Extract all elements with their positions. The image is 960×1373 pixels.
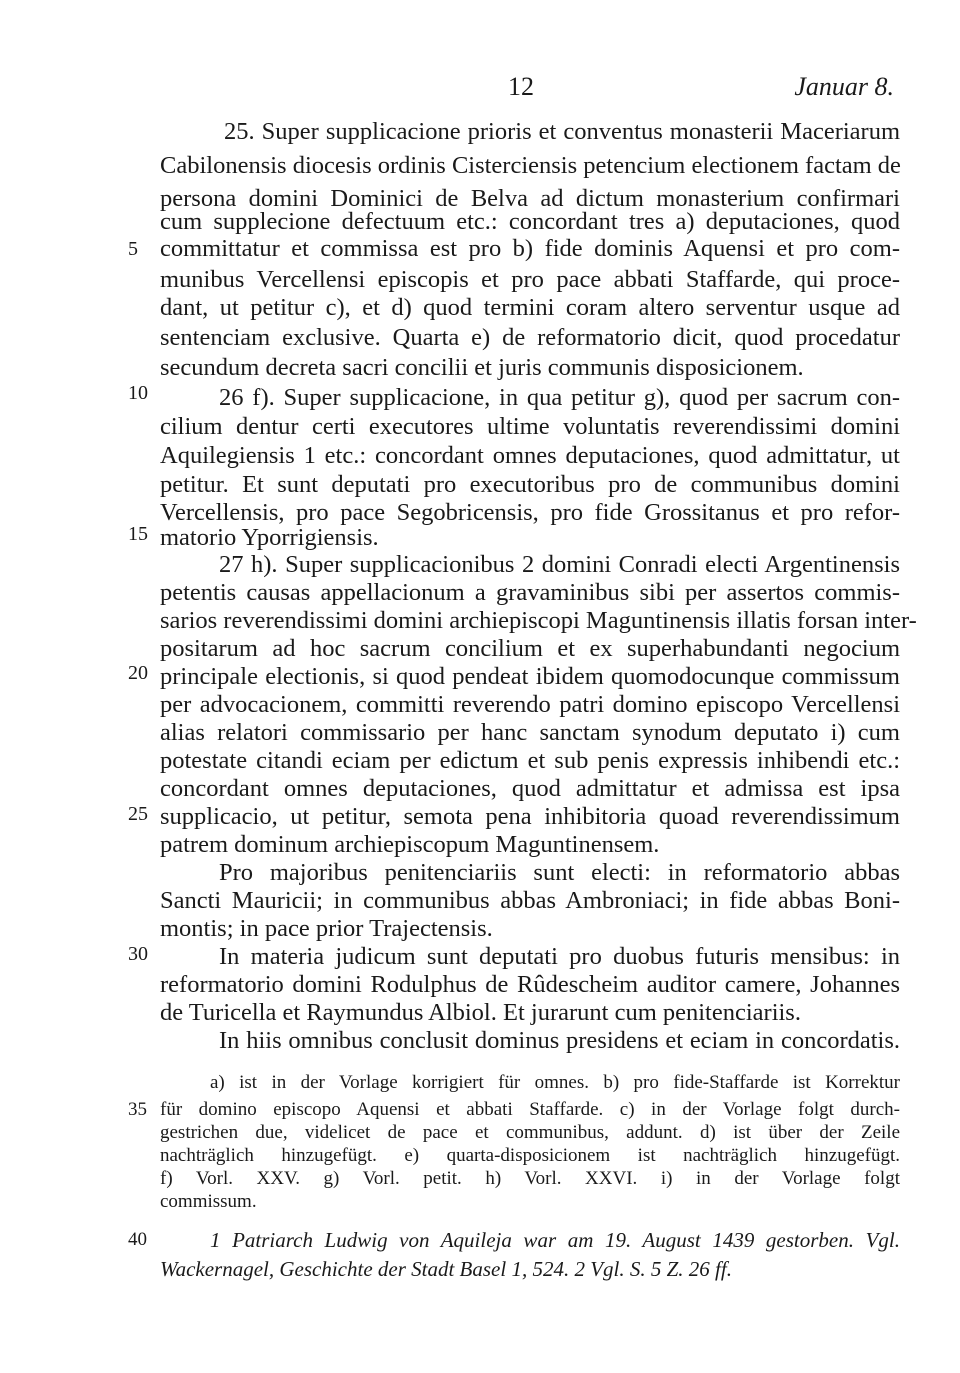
body-line: concordant omnes deputaciones, quod admittatur et admissa est ipsa <box>160 775 900 802</box>
footnote-line: nachträglich hinzugefügt. e) quarta-disposicionem ist nachträglich hinzugefügt. <box>160 1145 900 1166</box>
body-line: per advocacionem, committi reverendo patri domino episcopo Vercellensi <box>160 691 900 718</box>
margin-line-number: 30 <box>128 943 148 965</box>
body-line: Cabilonensis diocesis ordinis Cisterciensis petencium electionem factam de <box>160 152 901 179</box>
footnote-line: commissum. <box>160 1191 257 1212</box>
body-line: 26 f). Super supplicacione, in qua petitur g), quod per sacrum con- <box>219 384 900 411</box>
margin-line-number: 20 <box>128 662 148 684</box>
page-header <box>160 72 900 112</box>
body-line: Vercellensis, pro pace Segobricensis, pro fide Grossitanus et pro refor- <box>160 499 900 526</box>
footnote-line: 1 Patriarch Ludwig von Aquileja war am 19. August 1439 gestorben. Vgl. <box>210 1228 900 1252</box>
body-line: de Turicella et Raymundus Albiol. Et jurarunt cum penitenciariis. <box>160 999 801 1026</box>
body-line: munibus Vercellensi episcopis et pro pace abbati Staffarde, qui proce- <box>160 266 900 293</box>
body-line: positarum ad hoc sacrum concilium et ex superhabundanti negocium <box>160 635 900 662</box>
body-line: reformatorio domini Rodulphus de Rûdescheim auditor camere, Johannes <box>160 971 900 998</box>
body-line: matorio Yporrigiensis. <box>160 524 379 551</box>
body-line: secundum decreta sacri concilii et juris communis disposicionem. <box>160 354 804 381</box>
body-line: In hiis omnibus conclusit dominus presidens et eciam in concordatis. <box>219 1027 900 1054</box>
body-line: sarios reverendissimi domini archiepiscopi Maguntinensis illatis forsan inter- <box>160 607 917 634</box>
margin-line-number: 25 <box>128 803 148 825</box>
body-line: committatur et commissa est pro b) fide dominis Aquensi et pro com- <box>160 235 900 262</box>
body-line: Pro majoribus penitenciariis sunt electi: in reformatorio abbas <box>219 859 900 886</box>
margin-line-number: 15 <box>128 523 148 545</box>
margin-line-number: 10 <box>128 382 148 404</box>
footnote-line: f) Vorl. XXV. g) Vorl. petit. h) Vorl. XXVI. i) in der Vorlage folgt <box>160 1168 900 1189</box>
body-line: montis; in pace prior Trajectensis. <box>160 915 493 942</box>
body-line: dant, ut petitur c), et d) quod termini coram altero serventur usque ad <box>160 294 900 321</box>
body-line: supplicacio, ut petitur, semota pena inhibitoria quoad reverendissimum <box>160 803 900 830</box>
body-line: petentis causas appellacionum a gravaminibus sibi per assertos commis- <box>160 579 900 606</box>
body-line: alias relatori commissario per hanc sanctam synodum deputato i) cum <box>160 719 900 746</box>
body-line: petitur. Et sunt deputati pro executoribus pro de communibus domini <box>160 471 900 498</box>
footnote-line: Wackernagel, Geschichte der Stadt Basel 1, 524. 2 Vgl. S. 5 Z. 26 ff. <box>160 1257 732 1281</box>
body-line: cum supplecione defectuum etc.: concordant tres a) deputaciones, quod <box>160 208 900 235</box>
body-line: 25. Super supplicacione prioris et conventus monasterii Maceriarum <box>224 118 900 145</box>
running-title: Januar 8. <box>794 72 894 101</box>
body-line: sentenciam exclusive. Quarta e) de reformatorio dicit, quod procedatur <box>160 324 900 351</box>
body-line: principale electionis, si quod pendeat ibidem quomodocunque commissum <box>160 663 900 690</box>
body-line: Aquilegiensis 1 etc.: concordant omnes deputaciones, quod admittatur, ut <box>160 442 900 469</box>
body-line: In materia judicum sunt deputati pro duobus futuris mensibus: in <box>219 943 900 970</box>
body-line: cilium dentur certi executores ultime voluntatis reverendissimi domini <box>160 413 900 440</box>
margin-line-number: 5 <box>128 238 138 260</box>
body-line: patrem dominum archiepiscopum Maguntinensem. <box>160 831 660 858</box>
body-line: 27 h). Super supplicacionibus 2 domini Conradi electi Argentinensis <box>219 551 900 578</box>
footnote-line: gestrichen due, videlicet de pace et communibus, addunt. d) ist über der Zeile <box>160 1122 900 1143</box>
page-number: 12 <box>508 72 534 101</box>
footnote-line: für domino episcopo Aquensi et abbati Staffarde. c) in der Vorlage folgt durch- <box>160 1099 900 1120</box>
body-line: persona domini Dominici de Belva ad dictum monasterium confirmari <box>160 185 900 212</box>
margin-line-number: 35 <box>128 1099 147 1120</box>
footnote-line: a) ist in der Vorlage korrigiert für omnes. b) pro fide-Staffarde ist Korrektur <box>210 1072 900 1093</box>
margin-line-number: 40 <box>128 1229 147 1250</box>
body-line: potestate citandi eciam per edictum et sub penis expressis inhibendi etc.: <box>160 747 900 774</box>
body-line: Sancti Mauricii; in communibus abbas Ambroniaci; in fide abbas Boni- <box>160 887 900 914</box>
